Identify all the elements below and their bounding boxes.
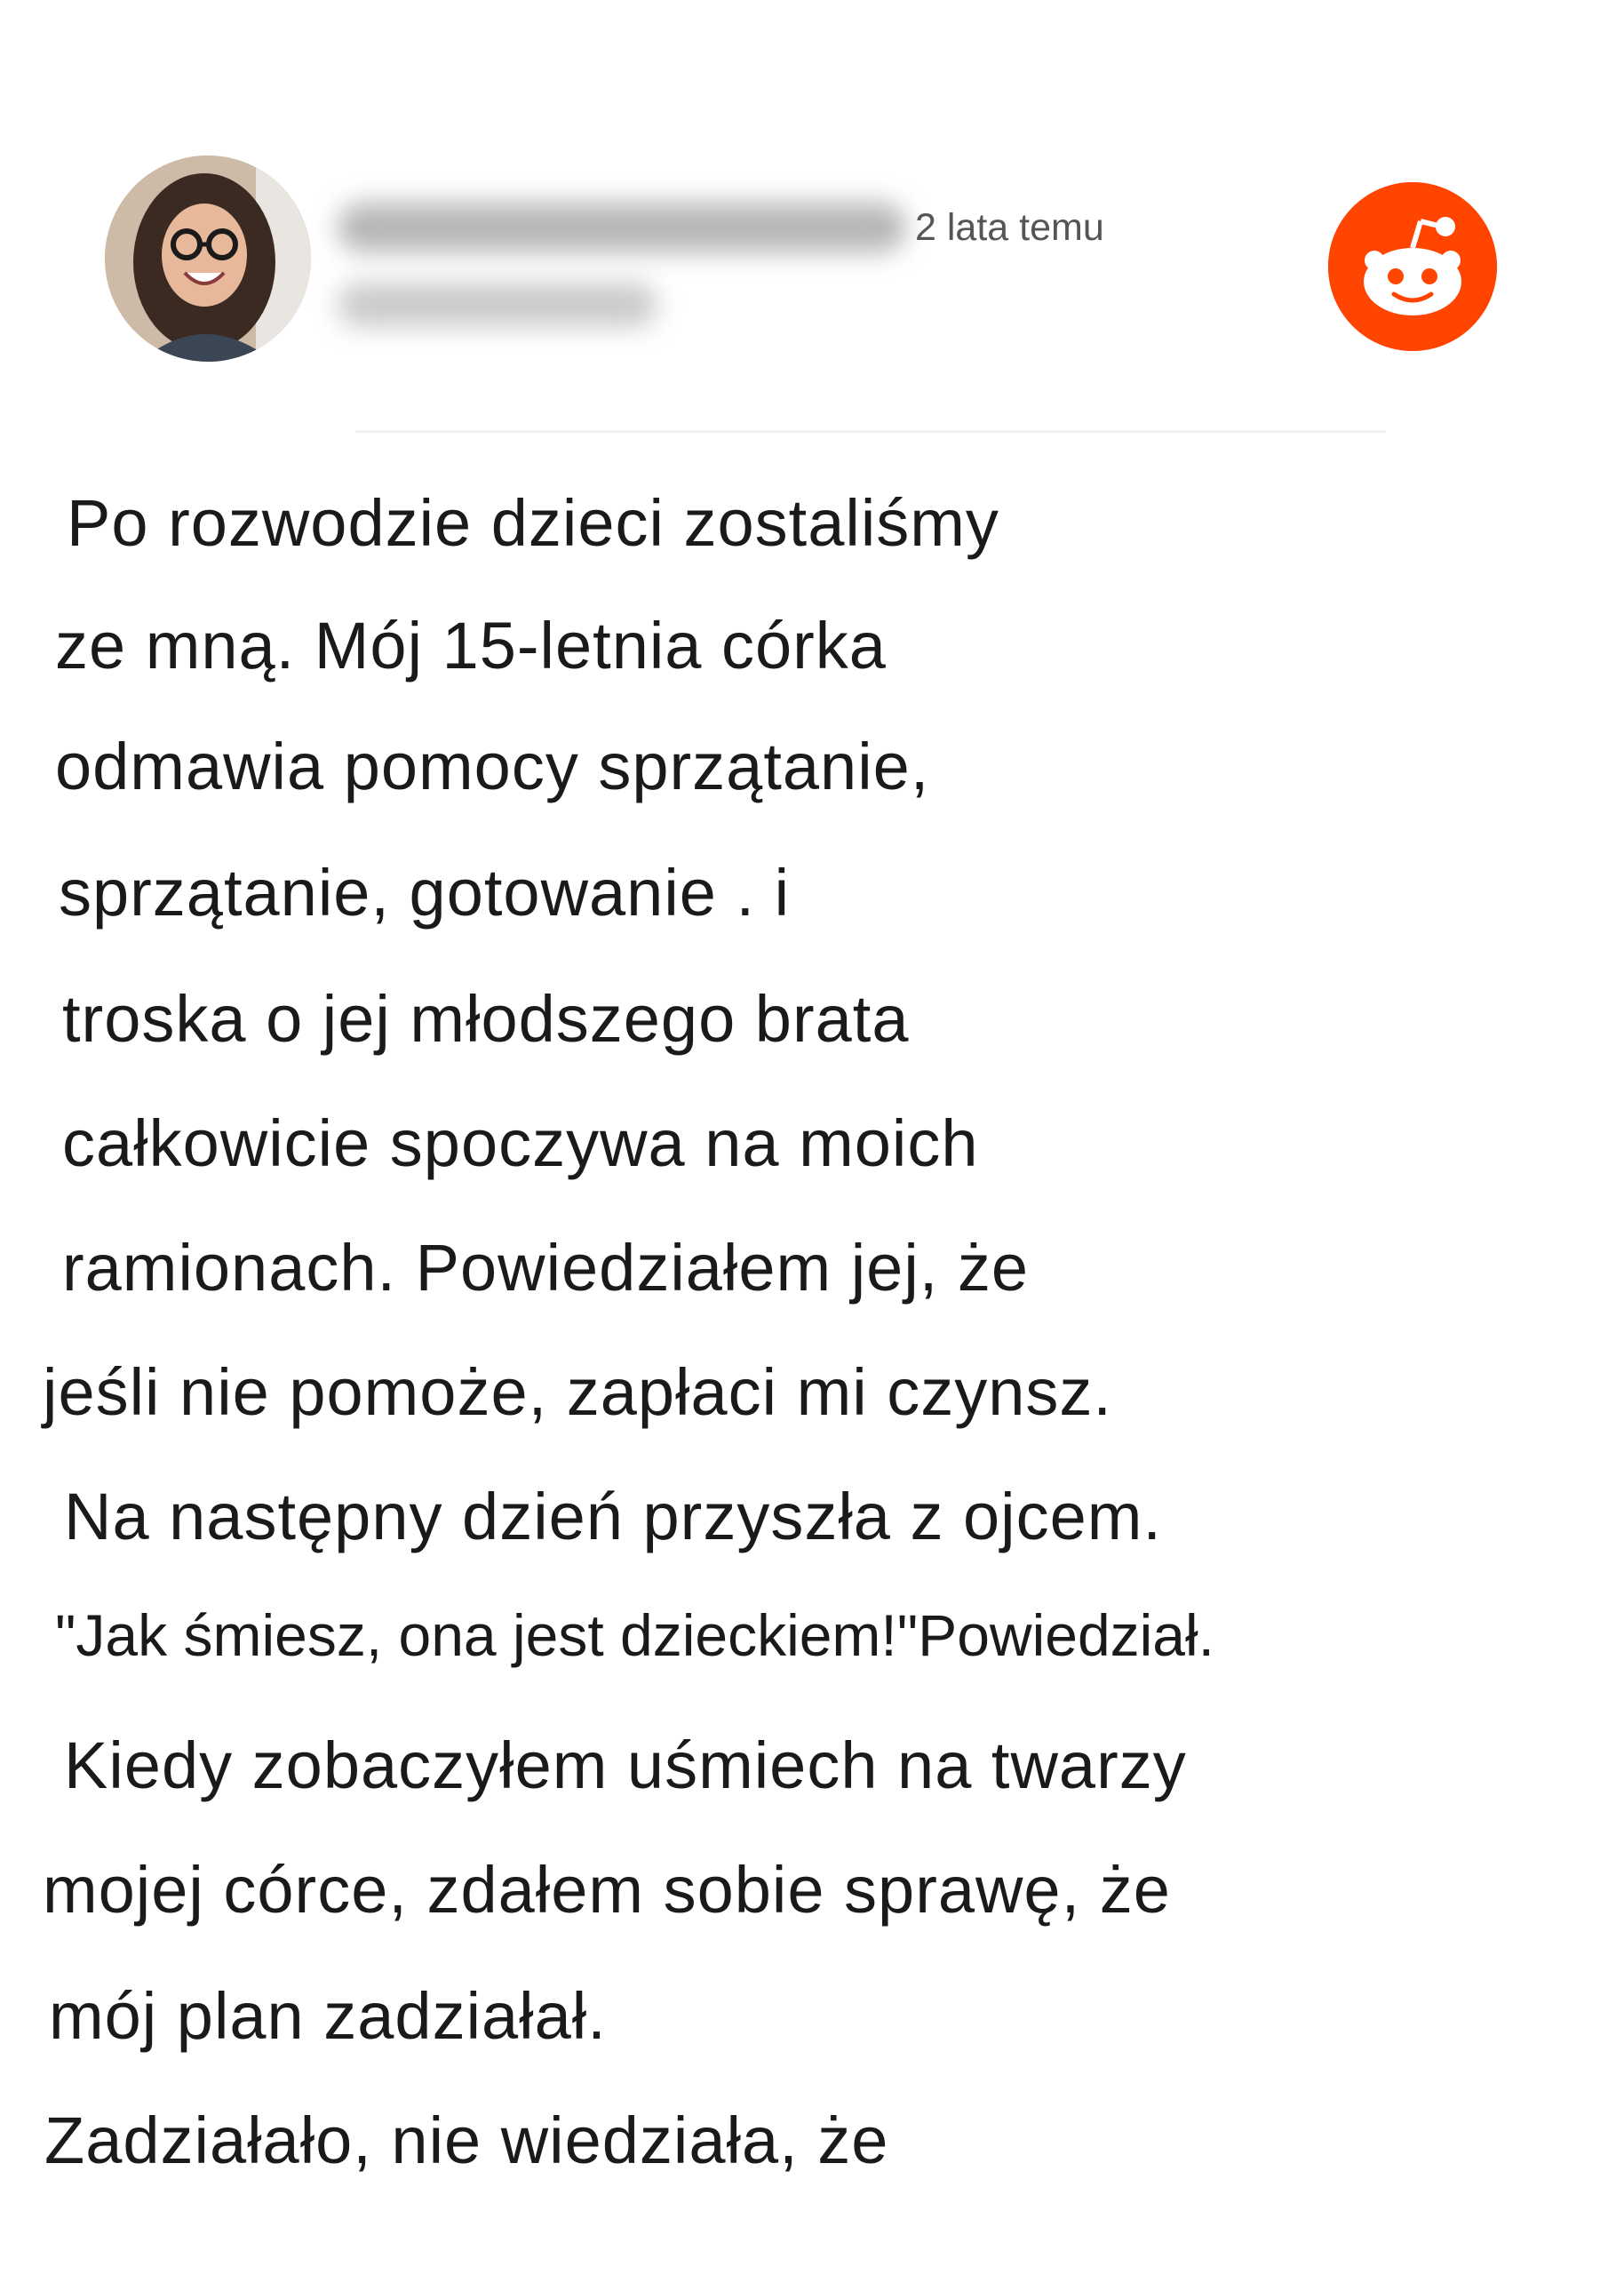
post-line-quote: "Jak śmiesz, ona jest dzieckiem!"Powiedział. bbox=[55, 1602, 1215, 1668]
post-line: Po rozwodzie dzieci zostaliśmy bbox=[67, 486, 999, 560]
post-line: troska o jej młodszego brata bbox=[62, 982, 910, 1056]
post-line: ze mną. Mój 15-letnia córka bbox=[55, 609, 887, 682]
post-line: Kiedy zobaczyłem uśmiech na twarzy bbox=[64, 1728, 1187, 1802]
post-line: sprzątanie, gotowanie . i bbox=[59, 856, 791, 930]
post-line: odmawia pomocy sprzątanie, bbox=[55, 730, 930, 803]
post-line: mojej córce, zdałem sobie sprawę, że bbox=[43, 1853, 1171, 1927]
post-line: Na następny dzień przyszła z ojcem. bbox=[64, 1480, 1162, 1553]
post-line: mój plan zadziałał. bbox=[49, 1979, 607, 2053]
post-line: całkowicie spoczywa na moich bbox=[62, 1106, 979, 1180]
post-line: ramionach. Powiedziałem jej, że bbox=[62, 1231, 1030, 1305]
post-timestamp: 2 lata temu bbox=[915, 206, 1104, 249]
post-line: Zadziałało, nie wiedziała, że bbox=[44, 2103, 889, 2177]
post-line: jeśli nie pomoże, zapłaci mi czynsz. bbox=[43, 1355, 1112, 1429]
